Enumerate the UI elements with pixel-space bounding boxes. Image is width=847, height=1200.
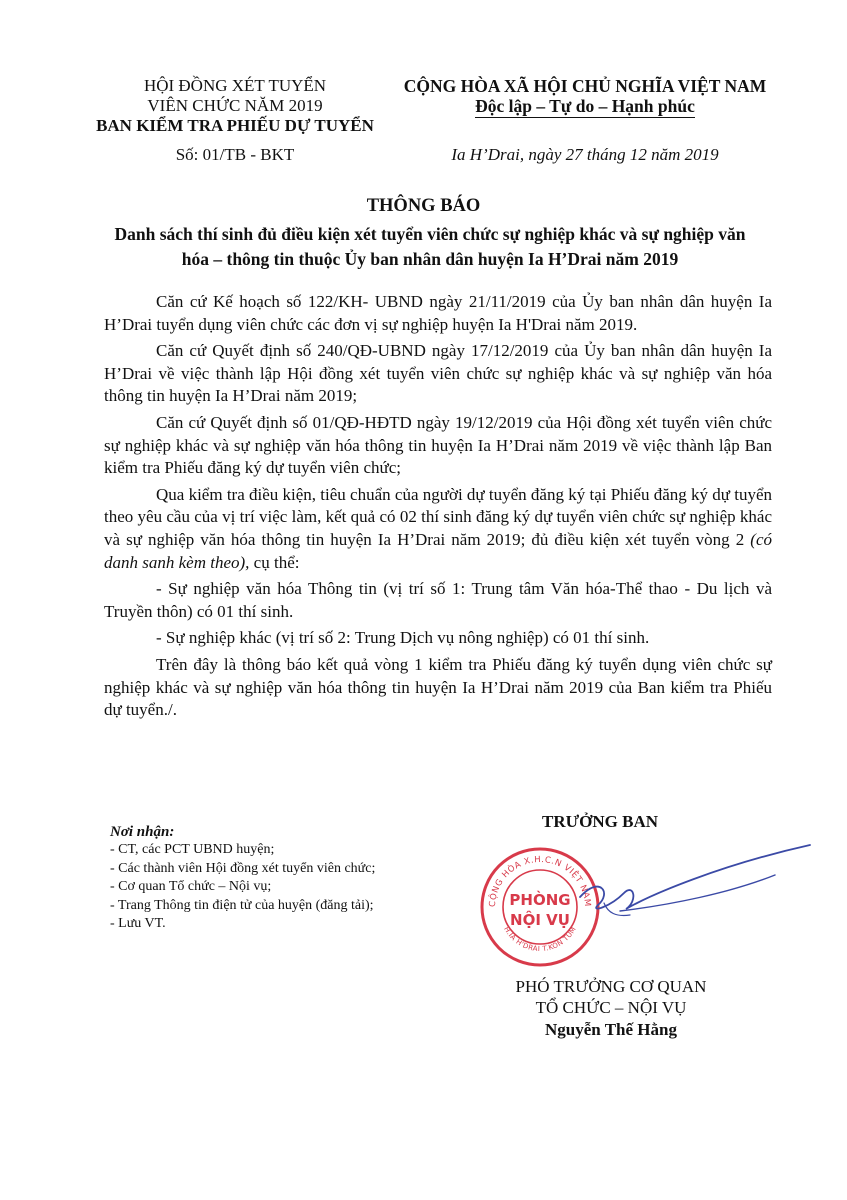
recipient-item: - Cơ quan Tổ chức – Nội vụ; xyxy=(110,879,272,895)
recipient-item: - CT, các PCT UBND huyện; xyxy=(110,842,275,858)
document-title: THÔNG BÁO xyxy=(366,196,481,216)
result-text: Qua kiểm tra điều kiện, tiêu chuẩn của người dự tuyển đăng ký tại Phiếu đăng ký dự tuyển theo yêu cầu của vị trí việc làm, kết quả có 02 thí sinh đăng ký dự tuyển viên chức sự nghiệp khác và sự nghiệp văn hóa thông tin huyện Ia H’Drai năm 2019; đủ điều kiện xét tuyển vòng 2 xyxy=(104,484,772,549)
recipient-item: - Các thành viên Hội đồng xét tuyển viên chức; xyxy=(110,860,376,876)
stamp-center-line-1: PHÒNG xyxy=(509,891,571,909)
handwritten-signature-icon xyxy=(560,835,820,985)
stamp-ring-text-bottom: H.IA H'DRAI T.KON TUM xyxy=(502,925,578,954)
result-note: (có danh sanh kèm theo), xyxy=(104,529,773,572)
authority-line-2: VIÊN CHỨC NĂM 2019 xyxy=(147,96,323,115)
recipient-item: - Trang Thông tin điện tử của huyện (đăng tải); xyxy=(110,897,374,913)
authority-sub-unit: BAN KIỂM TRA PHIẾU DỰ TUYỂN xyxy=(96,116,374,135)
recipient-item: - Lưu VT. xyxy=(110,916,166,932)
paragraph-conclusion: Trên đây là thông báo kết quả vòng 1 kiểm tra Phiếu đăng ký tuyển dụng viên chức sự nghiệp khác và sự nghiệp văn hóa thông tin huyện Ia H’Drai năm 2019 của Ban kiểm tra Phiếu dự tuyển./. xyxy=(104,654,772,720)
list-item-culture: - Sự nghiệp văn hóa Thông tin (vị trí số 1: Trung tâm Văn hóa-Thể thao - Du lịch và Truyền thôn) có 01 thí sinh. xyxy=(104,579,772,621)
issuing-authority xyxy=(75,76,395,165)
authority-line-1: HỘI ĐỒNG XÉT TUYỂN xyxy=(143,76,327,95)
paragraph-result xyxy=(104,484,772,574)
signer-position-line-1: PHÓ TRƯỞNG CƠ QUAN xyxy=(515,977,707,996)
signer-position-line-2: TỔ CHỨC – NỘI VỤ xyxy=(535,998,687,1017)
signer-role: TRƯỞNG BAN xyxy=(541,812,658,831)
stamp-center-line-2: NỘI VỤ xyxy=(510,911,570,929)
list-item-other: - Sự nghiệp khác (vị trí số 2: Trung Dịch vụ nông nghiệp) có 01 thí sinh. xyxy=(156,628,650,648)
signer-name: Nguyễn Thế Hằng xyxy=(545,1020,677,1039)
document-number: Số: 01/TB - BKT xyxy=(175,145,295,164)
document-body xyxy=(104,291,772,726)
paragraph-basis-plan: Căn cứ Kế hoạch số 122/KH- UBND ngày 21/11/2019 của Ủy ban nhân dân huyện Ia H’Drai tuyển dụng viên chức các đơn vị sự nghiệp huyện Ia H'Drai năm 2019. xyxy=(104,292,772,334)
recipients-block xyxy=(110,823,490,933)
recipients-title: Nơi nhận: xyxy=(110,824,175,840)
stamp-ring-text: CỘNG HÒA X.H.C.N VIỆT NAM xyxy=(487,854,593,908)
place-and-date: Ia H’Drai, ngày 27 tháng 12 năm 2019 xyxy=(451,145,719,164)
nation-name: CỘNG HÒA XÃ HỘI CHỦ NGHĨA VIỆT NAM xyxy=(403,76,767,96)
signer-position xyxy=(480,976,742,1018)
document-subtitle: Danh sách thí sinh đủ điều kiện xét tuyển viên chức sự nghiệp khác và sự nghiệp văn hóa – thông tin thuộc Ủy ban nhân dân huyện Ia H’Drai năm 2019 xyxy=(114,224,746,269)
national-motto: Độc lập – Tự do – Hạnh phúc xyxy=(475,96,695,116)
national-header xyxy=(385,76,785,118)
result-tail: cụ thể: xyxy=(253,552,300,572)
paragraph-basis-decision-240: Căn cứ Quyết định số 240/QĐ-UBND ngày 17/12/2019 của Ủy ban nhân dân huyện Ia H’Drai về việc thành lập Hội đồng xét tuyển viên chức sự nghiệp khác và sự nghiệp văn hóa thông tin huyện Ia H’Drai năm 2019; xyxy=(104,341,772,406)
paragraph-basis-decision-01: Căn cứ Quyết định số 01/QĐ-HĐTD ngày 19/12/2019 của Hội đồng xét tuyển viên chức sự nghiệp khác và sự nghiệp văn hóa thông tin huyện Ia H’Drai năm 2019 về việc thành lập Ban kiểm tra Phiếu đăng ký dự tuyển viên chức; xyxy=(104,412,772,478)
